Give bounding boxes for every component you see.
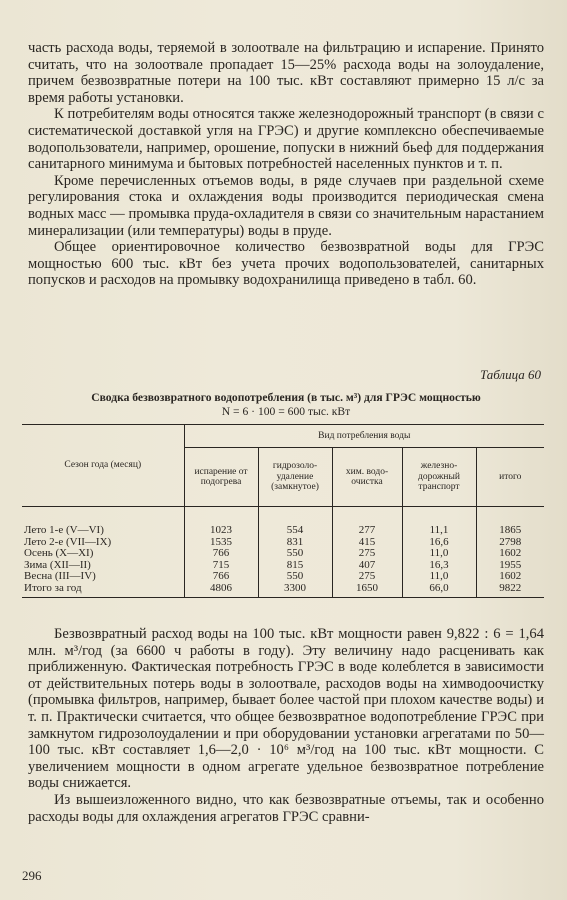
text-block-bottom <box>28 626 544 825</box>
paragraph: Из вышеизложенного видно, что как безвозвратные отъемы, так и особенно расходы воды для охлаждения агрегатов ГРЭС сравни- <box>28 791 544 825</box>
paragraph: Кроме перечисленных отъемов воды, в ряде случаев при раздельной схеме регулирования стока и охлаждения воды производится периодическая смена водных масс — промывка пруда-охладителя в связи со значительным нарастанием минерализации (или температуры) воды в пруде. <box>28 172 544 239</box>
cell: 1650 <box>332 583 402 598</box>
cell: 831 <box>258 537 332 549</box>
cell: 550 <box>258 571 332 583</box>
cell: 1955 <box>476 560 544 572</box>
cell: 1602 <box>476 571 544 583</box>
cell: 66,0 <box>402 583 476 598</box>
header-column: гидрозоло-удаление (замкнутое) <box>258 448 332 507</box>
cell: 275 <box>332 548 402 560</box>
paragraph: часть расхода воды, теряемой в золоотвале на фильтрацию и испарение. Принято считать, что на золоотвале пропадает 15—25% расхода воды на золоудаление, причем безвозвратные потери на 100 тыс. кВт составляют примерно 15 л/с за время работы установки. <box>28 40 544 106</box>
cell: 1602 <box>476 548 544 560</box>
cell: 407 <box>332 560 402 572</box>
header-column: испарение от подогрева <box>184 448 258 507</box>
cell: 554 <box>258 507 332 537</box>
cell: 1023 <box>184 507 258 537</box>
cell: 4806 <box>184 583 258 598</box>
table-row <box>22 583 544 598</box>
cell: 277 <box>332 507 402 537</box>
cell: 1535 <box>184 537 258 549</box>
cell: 415 <box>332 537 402 549</box>
cell: 815 <box>258 560 332 572</box>
paragraph: Безвозвратный расход воды на 100 тыс. кВт мощности равен 9,822 : 6 = 1,64 млн. м³/год (за 6600 ч работы в году). Эту величину надо расценивать как приближенную. Фактическая потребность ГРЭС в воде колеблется в зависимости от действительных потерь воды в золоотвале, расходов воды на химводоочистку (промывка фильтров, например, бывает более частой при плохом качестве воды) и т. п. Практически считается, что общее безвозвратное водопотребление ГРЭС при замкнутом гидрозолоудалении и при оборудовании установки агрегатами по 50—100 тыс. кВт составляет 1,6—2,0 · 10⁶ м³/год на 100 тыс. кВт мощности. С увеличением мощности в одном агрегате удельное безвозвратное потребление воды снижается. <box>28 626 544 792</box>
row-label: Итого за год <box>22 583 184 598</box>
table-caption <box>28 391 544 419</box>
header-column: железно-дорожный транспорт <box>402 448 476 507</box>
cell: 1865 <box>476 507 544 537</box>
paragraph: Общее ориентировочное количество безвозвратной воды для ГРЭС мощностью 600 тыс. кВт без учета прочих водопользователей, санитарных попусков и расходов на промывку водохранилища приведено в табл. 60. <box>28 239 544 289</box>
header-group: Вид потребления воды <box>184 425 544 448</box>
row-label: Осень (X—XI) <box>24 547 94 559</box>
table-row <box>22 560 544 572</box>
table-number: Таблица 60 <box>479 367 541 382</box>
data-table <box>22 424 544 598</box>
cell: 3300 <box>258 583 332 598</box>
cell: 715 <box>184 560 258 572</box>
cell: 11,0 <box>402 548 476 560</box>
cell: 16,3 <box>402 560 476 572</box>
header-column: хим. водо-очистка <box>332 448 402 507</box>
text-block-top <box>28 40 544 289</box>
row-label: Зима (XII—II) <box>24 558 91 571</box>
cell: 550 <box>258 548 332 560</box>
header-column: итого <box>476 448 544 507</box>
table-row <box>22 537 544 549</box>
page-number: 296 <box>22 868 42 883</box>
header-season: Сезон года (месяц) <box>22 425 184 507</box>
cell: 275 <box>332 571 402 583</box>
row-label: Лето 2-е (VII—IX) <box>24 535 112 548</box>
table-row <box>22 507 544 537</box>
cell: 766 <box>184 571 258 583</box>
cell: 766 <box>184 548 258 560</box>
cell: 11,1 <box>402 507 476 537</box>
table-row <box>22 548 544 560</box>
cell: 9822 <box>476 583 544 598</box>
table-row <box>22 571 544 583</box>
cell: 16,6 <box>402 537 476 549</box>
paragraph: К потребителям воды относятся также железнодорожный транспорт (в связи с систематической доставкой угля на ГРЭС) и другие комплексно обеспечиваемые водопользователи, например, орошение, попуски в нижний бьеф для поддержания санитарного минимума и бытовых потребностей населенных пунктов и т. п. <box>28 106 544 173</box>
cell: 11,0 <box>402 571 476 583</box>
cell: 2798 <box>476 537 544 549</box>
table-caption-title: Сводка безвозвратного водопотребления (в тыс. м³) для ГРЭС мощностью <box>91 391 481 404</box>
row-label: Лето 1-е (V—VI) <box>24 524 104 536</box>
row-label: Весна (III—IV) <box>24 570 96 582</box>
table-caption-formula: N = 6 · 100 = 600 тыс. кВт <box>221 405 351 418</box>
